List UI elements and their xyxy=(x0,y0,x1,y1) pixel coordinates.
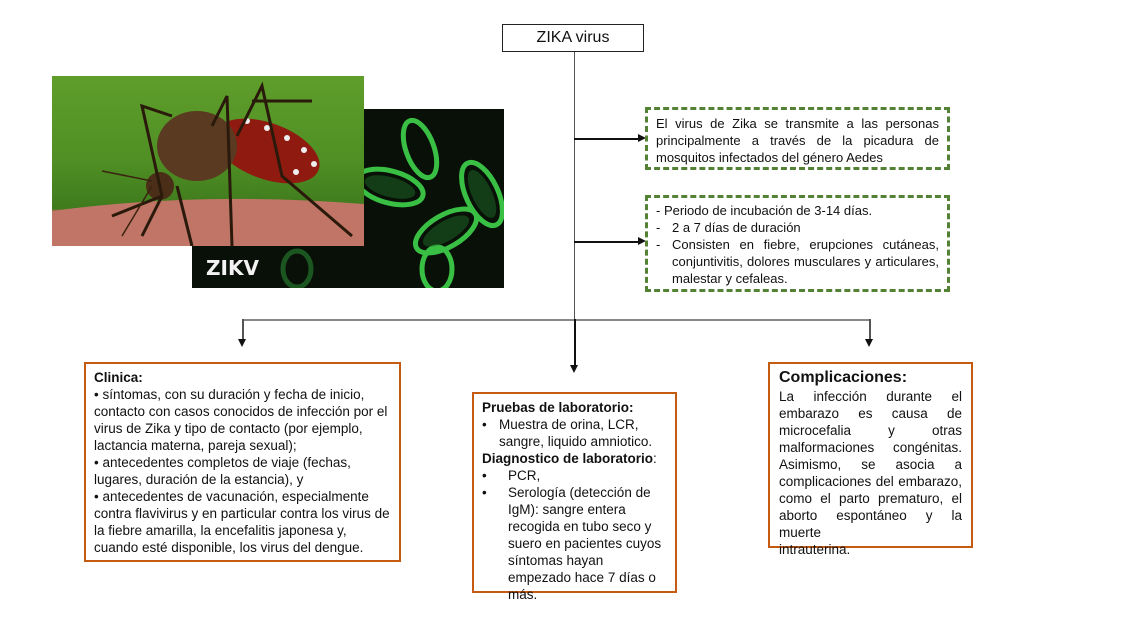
transmission-line: El virus de Zika se transmite a las personas xyxy=(656,116,939,131)
dash-bullet: - xyxy=(656,220,661,235)
transmission-line: mosquitos infectados del género Aedes xyxy=(656,150,883,165)
bullet-icon: • xyxy=(482,485,487,500)
lab-item xyxy=(482,467,667,484)
lab-item xyxy=(482,416,667,450)
complications-line: embarazo es causa de xyxy=(779,406,962,421)
incubation-item-text: Consisten en fiebre, erupciones cutáneas, conjuntivitis, dolores musculares y articulares, malestar y cefaleas. xyxy=(672,237,939,286)
complications-line: como el parto prematuro, el xyxy=(779,491,962,506)
complications-line: aborto espontáneo y la muerte xyxy=(779,508,962,540)
dash-bullet: - xyxy=(656,237,661,252)
bullet-icon: • xyxy=(482,417,487,432)
lab-item xyxy=(482,484,667,603)
clinica-paragraph: • antecedentes completos de viaje (fechas, lugares, duración de la estancia), y xyxy=(94,455,351,487)
connector-to-transmission xyxy=(574,138,640,140)
mosquito-image xyxy=(52,76,364,246)
complications-line: microcefalia y otras xyxy=(779,423,962,438)
branch-left-vertical xyxy=(242,319,244,341)
branch-connector-horizontal xyxy=(242,319,870,321)
lab-tests-heading: Pruebas de laboratorio: xyxy=(482,400,634,415)
lab-diagnosis-heading: Diagnostico de laboratorio xyxy=(482,451,654,466)
transmission-box xyxy=(645,107,950,170)
lab-item-text: Muestra de orina, LCR, sangre, liquido amniotico. xyxy=(499,417,653,449)
incubation-item xyxy=(656,236,939,287)
incubation-box xyxy=(645,195,950,292)
incubation-item-text: 2 a 7 días de duración xyxy=(672,220,801,235)
heading-colon: : xyxy=(653,451,657,466)
lab-item-text: PCR, xyxy=(508,468,541,483)
bullet-icon: • xyxy=(482,468,487,483)
branch-right-vertical xyxy=(869,319,871,341)
complications-line: malformaciones congénitas. xyxy=(779,440,962,455)
complications-box xyxy=(768,362,973,557)
title-text: ZIKA virus xyxy=(536,29,610,46)
complications-line: complicaciones del embarazo, xyxy=(779,474,962,489)
laboratory-box xyxy=(472,392,677,602)
clinica-heading: Clinica: xyxy=(94,370,143,385)
complications-line: intrauterina. xyxy=(779,542,851,557)
branch-center-vertical xyxy=(574,319,576,367)
connector-to-incubation xyxy=(574,241,640,243)
title-box xyxy=(502,24,644,52)
arrow-down-icon xyxy=(865,339,873,347)
complications-line: La infección durante el xyxy=(779,389,962,404)
incubation-period-text: - Periodo de incubación de 3-14 días. xyxy=(656,203,873,218)
clinica-paragraph: • síntomas, con su duración y fecha de inicio, contacto con casos conocidos de infección por el virus de Zika y tipo de contacto (por ejemplo, lactancia materna, pareja sexual); xyxy=(94,387,388,453)
mosquito-graphic xyxy=(52,76,364,246)
zikv-label: ZIKV xyxy=(206,256,259,280)
transmission-line: principalmente a través de la picadura de xyxy=(656,133,939,148)
complications-heading: Complicaciones: xyxy=(779,369,908,386)
lab-item-text: Serología (detección de IgM): sangre entera recogida en tubo seco y suero en pacientes cuyos síntomas hayan empezado hace 7 días o más. xyxy=(508,485,662,602)
clinica-paragraph: • antecedentes de vacunación, especialmente contra flavivirus y en particular contra los virus de la fiebre amarilla, la encefalitis japonesa y, cuando esté disponible, los virus del dengue. xyxy=(94,489,390,555)
incubation-item xyxy=(656,219,939,236)
arrow-down-icon xyxy=(570,365,578,373)
arrow-down-icon xyxy=(238,339,246,347)
main-connector-vertical xyxy=(574,52,575,362)
clinica-box xyxy=(84,362,401,562)
complications-line: Asimismo, se asocia a xyxy=(779,457,962,472)
